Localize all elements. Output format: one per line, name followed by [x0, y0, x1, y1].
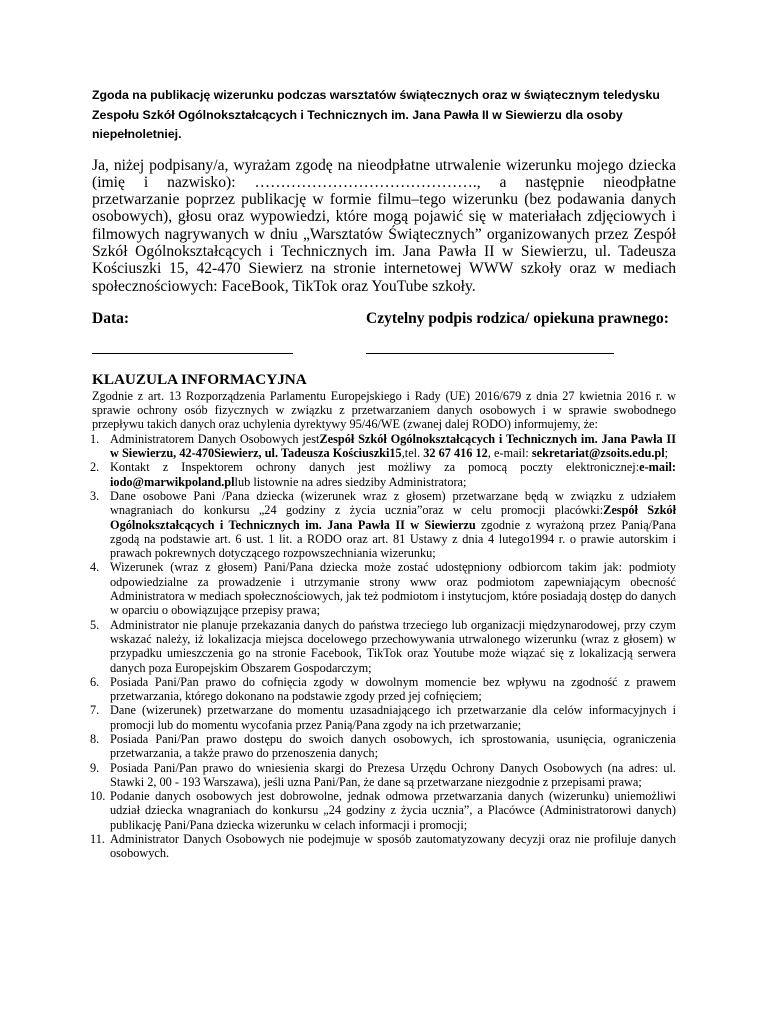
clause-item-text-part: Administratorem Danych Osobowych jest: [110, 431, 320, 446]
signature-line: [366, 353, 614, 354]
clause-item-text: [110, 489, 676, 560]
clause-intro: Zgodnie z art. 13 Rozporządzenia Parlamentu Europejskiego i Rady (UE) 2016/679 z dnia 27 kwietnia 2016 r. w sprawie ochrony osób fizycznych w związku z przetwarzaniem danych osobowych i w sprawie swobodnego przepływu takich danych oraz uchylenia dyrektywy 95/46/WE (zwanej dalej RODO) informujemy, że:: [92, 388, 676, 432]
clause-item: [92, 703, 676, 732]
clause-item-number: 10.: [90, 789, 106, 804]
clause-item-text: [110, 432, 676, 461]
clause-item: [92, 761, 676, 790]
clause-item-text: [110, 732, 676, 761]
clause-item-text: [110, 761, 676, 790]
clause-item-text-part: zgodnie z wyrażoną przez Panią/Pana zgodą na podstawie art. 6 ust. 1 lit. a RODO oraz art. 81 Ustawy z dnia 4 lutego1994 r. o prawie autorskim i prawach pokrewnych dotyczącego rozpowszechniania wizerunku;: [110, 517, 677, 561]
clause-item-text-part: Dane (wizerunek) przetwarzane do momentu uzasadniającego ich przetwarzanie dla celów informacyjnych i promocji lub do momentu wycofania przez Panią/Pana zgody na ich przetwarzanie;: [110, 703, 676, 732]
clause-item: [92, 832, 676, 861]
clause-item-bold-text: Zespół Szkół Ogólnokształcących i Technicznych im. Jana Pawła II w Siewierzu: [110, 503, 676, 532]
clause-item-bold-text: 32 67 416 12: [423, 446, 488, 461]
document-title: Zgoda na publikację wizerunku podczas warsztatów świątecznych oraz w świątecznym teledysku Zespołu Szkół Ogólnokształcących i Technicznych im. Jana Pawła II w Siewierzu dla osoby niepełnoletniej.: [92, 88, 660, 141]
clause-item-text-part: Posiada Pani/Pan prawo dostępu do swoich danych osobowych, ich sprostowania, usunięcia, ograniczenia przetwarzania, a także prawo do przenoszenia danych;: [110, 732, 676, 761]
clause-item: [92, 432, 676, 461]
clause-item-text-part: Dane osobowe Pani /Pana dziecka (wizerunek wraz z głosem) przetwarzane będą w związku z udziałem wnagraniach do konkursu „24 godziny z życia ucznia”oraz w celu promocji placówki:: [110, 488, 676, 518]
clause-item-bold-text: e-mail: iodo@marwikpoland.pl: [110, 460, 676, 489]
clause-item-text-part: lub listownie na adres siedziby Administratora;: [234, 474, 467, 489]
signature-section: [92, 310, 676, 372]
clause-item-number: 11.: [90, 832, 105, 847]
clause-item: [92, 732, 676, 761]
clause-item: [92, 789, 676, 832]
clause-item-text-part: Kontakt z Inspektorem ochrony danych jest możliwy za pomocą poczty elektronicznej:: [110, 460, 640, 475]
clause-item-number: 1.: [90, 431, 100, 446]
clause-item-text-part: Posiada Pani/Pan prawo do wniesienia skargi do Prezesa Urzędu Ochrony Danych Osobowych (na adres: ul. Stawki 2, 00 - 193 Warszawa), jeśli uzna Pani/Pan, że dane są przetwarzane niezgodnie z przepisami prawa;: [110, 760, 676, 789]
clause-item-text: [110, 618, 676, 675]
clause-item-bold-text: Zespół Szkół Ogólnokształcących i Technicznych im. Jana Pawła II w Siewierzu, 42-470Siewierz, ul. Tadeusza Kościuszki15: [110, 431, 676, 461]
consent-statement: Ja, niżej podpisany/a, wyrażam zgodę na nieodpłatne utrwalenie wizerunku mojego dziecka (imię i nazwisko): ……………………………………., a następnie nieodpłatne przetwarzanie poprzez publikację w formie filmu–tego wizerunku (bez podawania danych osobowych), głosu oraz wypowiedzi, które mogą pojawić się w materiałach zdjęciowych i filmowych nagrywanych w dniu „Warsztatów Świątecznych” organizowanych przez Zespół Szkół Ogólnokształcących i Technicznych im. Jana Pawła II w Siewierzu, ul. Tadeusza Kościuszki 15, 42-470 Siewierz na stronie internetowej WWW szkoły oraz w mediach społecznościowych: FaceBook, TikTok oraz YouTube szkoły.: [92, 156, 676, 295]
clause-item-number: 2.: [90, 460, 100, 475]
clause-item-number: 7.: [90, 703, 100, 718]
clause-item: [92, 675, 676, 704]
clause-item: [92, 460, 676, 489]
clause-list: [92, 432, 676, 861]
clause-item-number: 3.: [90, 488, 100, 503]
clause-item-text: [110, 675, 676, 704]
clause-item-number: 8.: [90, 732, 100, 746]
clause-item-text-part: Podanie danych osobowych jest dobrowolne, jednak odmowa przetwarzania danych (wizerunku) uniemożliwi udział dziecka wnagraniach do konkursu „24 godziny z życia ucznia”, a Placówce (Administratorowi danych) publikację Pani/Pana dziecka wizerunku w celach informacji i promocji;: [110, 789, 676, 832]
clause-item-number: 9.: [90, 760, 100, 775]
clause-item-text: [110, 560, 676, 617]
clause-item-text-part: Administrator Danych Osobowych nie podejmuje w sposób zautomatyzowany decyzji oraz nie profiluje danych osobowych.: [110, 832, 676, 861]
signature-label: Czytelny podpis rodzica/ opiekuna prawnego:: [366, 309, 669, 327]
clause-item-text-part: Administrator nie planuje przekazania danych do państwa trzeciego lub organizacji międzynarodowej, przy czym wskazać należy, iż lokalizacja miejsca docelowego przechowywania utrwalonego wizerunku (wraz z głosem) w przypadku umieszczenia go na stronie Facebook, TikTok oraz Youtube może wiązać się z lokalizacją serwera danych poza Europejskim Obszarem Gospodarczym;: [110, 617, 676, 675]
clause-item-text: [110, 703, 676, 732]
clause-item: [92, 618, 676, 675]
clause-item-text-part: Posiada Pani/Pan prawo do cofnięcia zgody w dowolnym momencie bez wpływu na zgodność z prawem przetwarzania, którego dokonano na podstawie zgody przed jej cofnięciem;: [110, 674, 676, 704]
clause-item-text-part: Wizerunek (wraz z głosem) Pani/Pana dziecka może zostać udostępniony odbiorcom takim jak: podmioty odpowiedzialne za prowadzenie i utrzymanie strony www oraz podmiotom zapewniającym obecność Administratora w mediach społecznościowych, jak też podmiotom i instytucjom, które posiadają dostęp do danych w oparciu o obowiązujące przepisy prawa;: [110, 560, 676, 618]
clause-item-number: 4.: [90, 560, 100, 575]
clause-item-text: [110, 789, 676, 832]
clause-item-number: 5.: [90, 617, 100, 632]
clause-item-text-part: , e-mail:: [487, 446, 532, 461]
clause-item: [92, 489, 676, 560]
clause-item-text-part: ;: [664, 446, 669, 461]
clause-item: [92, 560, 676, 617]
clause-item-text-part: ,tel.: [401, 446, 424, 461]
clause-item-text: [110, 460, 676, 489]
clause-item-number: 6.: [90, 674, 100, 689]
clause-item-bold-text: sekretariat@zsoits.edu.pl: [531, 446, 665, 461]
clause-title: KLAUZULA INFORMACYJNA: [92, 370, 307, 388]
date-label: Data:: [92, 309, 130, 327]
clause-item-text: [110, 832, 676, 861]
date-line: [92, 353, 293, 354]
